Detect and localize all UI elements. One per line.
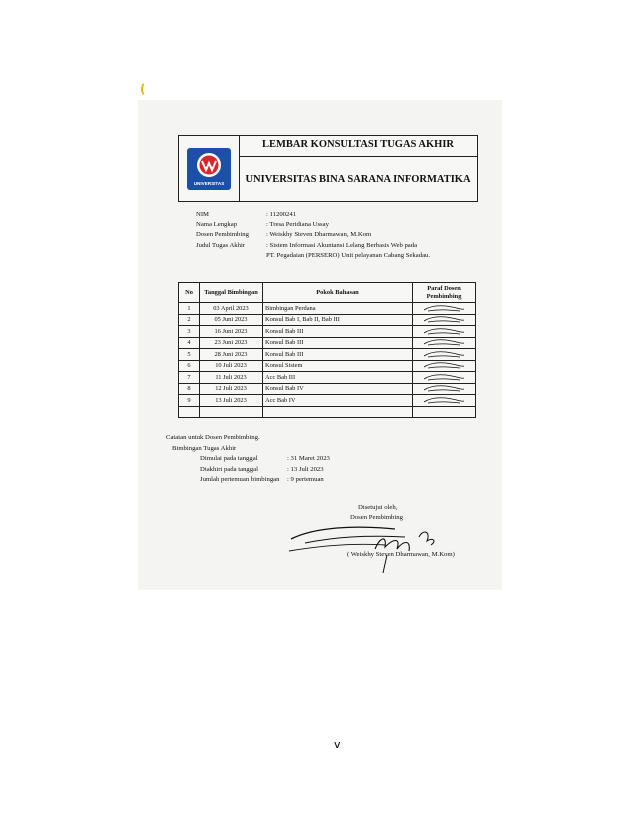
- notes-item: Dimulai pada tanggal : 31 Maret 2023: [200, 455, 330, 463]
- row-topic: Acc Bab III: [263, 372, 413, 384]
- row-topic: Konsul Bab III: [263, 349, 413, 361]
- row-date: 12 Juli 2023: [200, 383, 263, 395]
- row-signature: [413, 349, 476, 361]
- table-header-row: [179, 283, 476, 303]
- empty-cell: [179, 406, 200, 418]
- row-signature: [413, 383, 476, 395]
- notes-section: [166, 433, 330, 486]
- signature-icon: [422, 315, 466, 324]
- row-date: 23 Juni 2023: [200, 337, 263, 349]
- table-row: [179, 349, 476, 361]
- row-no: 1: [179, 303, 200, 315]
- row-date: 11 Juli 2023: [200, 372, 263, 384]
- signature-icon: [422, 338, 466, 347]
- row-no: 5: [179, 349, 200, 361]
- col-topic: Pokok Bahasan: [263, 283, 413, 303]
- row-signature: [413, 395, 476, 407]
- approval-role: Dosen Pembimbing: [350, 514, 403, 521]
- row-date: 03 April 2023: [200, 303, 263, 315]
- signature-icon: [422, 327, 466, 336]
- row-no: 4: [179, 337, 200, 349]
- institution-name: UNIVERSITAS BINA SARANA INFORMATIKA: [245, 174, 471, 185]
- advisor-signature-icon: [285, 515, 445, 575]
- row-topic: Konsul Bab III: [263, 337, 413, 349]
- corner-mark: (: [140, 82, 146, 96]
- logo-text: UNIVERSITAS: [193, 181, 225, 186]
- notes-item: Diakhiri pada tanggal : 13 Juli 2023: [200, 465, 324, 473]
- consultation-table: [178, 282, 476, 418]
- table-row: [179, 395, 476, 407]
- row-signature: [413, 314, 476, 326]
- signature-icon: [422, 396, 466, 405]
- document-header: [178, 135, 478, 202]
- row-no: 7: [179, 372, 200, 384]
- approval-label: Disetujui oleh,: [358, 504, 398, 511]
- table-row: [179, 314, 476, 326]
- row-date: 13 Juli 2023: [200, 395, 263, 407]
- table-row-empty: [179, 406, 476, 418]
- row-no: 8: [179, 383, 200, 395]
- table-row: [179, 303, 476, 315]
- table-row: [179, 383, 476, 395]
- row-topic: Bimbingan Perdana: [263, 303, 413, 315]
- row-no: 3: [179, 326, 200, 338]
- notes-title: Catatan untuk Dosen Pembimbing.: [166, 434, 260, 441]
- row-signature: [413, 326, 476, 338]
- row-signature: [413, 360, 476, 372]
- row-no: 9: [179, 395, 200, 407]
- row-no: 6: [179, 360, 200, 372]
- row-topic: Acc Bab IV: [263, 395, 413, 407]
- col-no: No: [179, 283, 200, 303]
- row-signature: [413, 337, 476, 349]
- row-date: 16 Juni 2023: [200, 326, 263, 338]
- signature-icon: [422, 373, 466, 382]
- signature-icon: [422, 350, 466, 359]
- row-topic: Konsul Bab I, Bab II, Bab III: [263, 314, 413, 326]
- row-date: 05 Juni 2023: [200, 314, 263, 326]
- table-row: [179, 360, 476, 372]
- empty-cell: [263, 406, 413, 418]
- signature-icon: [422, 384, 466, 393]
- notes-item: Jumlah pertemuan bimbingan : 9 pertemuan: [200, 476, 324, 484]
- table-row: [179, 372, 476, 384]
- table-row: [179, 337, 476, 349]
- logo-cell: [179, 136, 240, 201]
- row-topic: Konsul Bab III: [263, 326, 413, 338]
- document-title: LEMBAR KONSULTASI TUGAS AKHIR: [261, 139, 455, 150]
- empty-cell: [200, 406, 263, 418]
- advisor-name: ( Weiskhy Steven Dharmawan, M.Kom): [347, 551, 455, 558]
- notes-subtitle: Bimbingan Tugas Akhir: [172, 444, 237, 452]
- row-date: 28 Juni 2023: [200, 349, 263, 361]
- signature-icon: [422, 361, 466, 370]
- col-signature: Paraf Dosen Pembimbing: [413, 283, 476, 303]
- empty-cell: [413, 406, 476, 418]
- signature-icon: [422, 304, 466, 313]
- col-date: Tanggal Bimbingan: [200, 283, 263, 303]
- row-topic: Konsul Bab IV: [263, 383, 413, 395]
- row-topic: Konsul Sistem: [263, 360, 413, 372]
- row-no: 2: [179, 314, 200, 326]
- row-signature: [413, 372, 476, 384]
- table-row: [179, 326, 476, 338]
- row-signature: [413, 303, 476, 315]
- page-footer-mark: v: [334, 738, 341, 751]
- row-date: 10 Juli 2023: [200, 360, 263, 372]
